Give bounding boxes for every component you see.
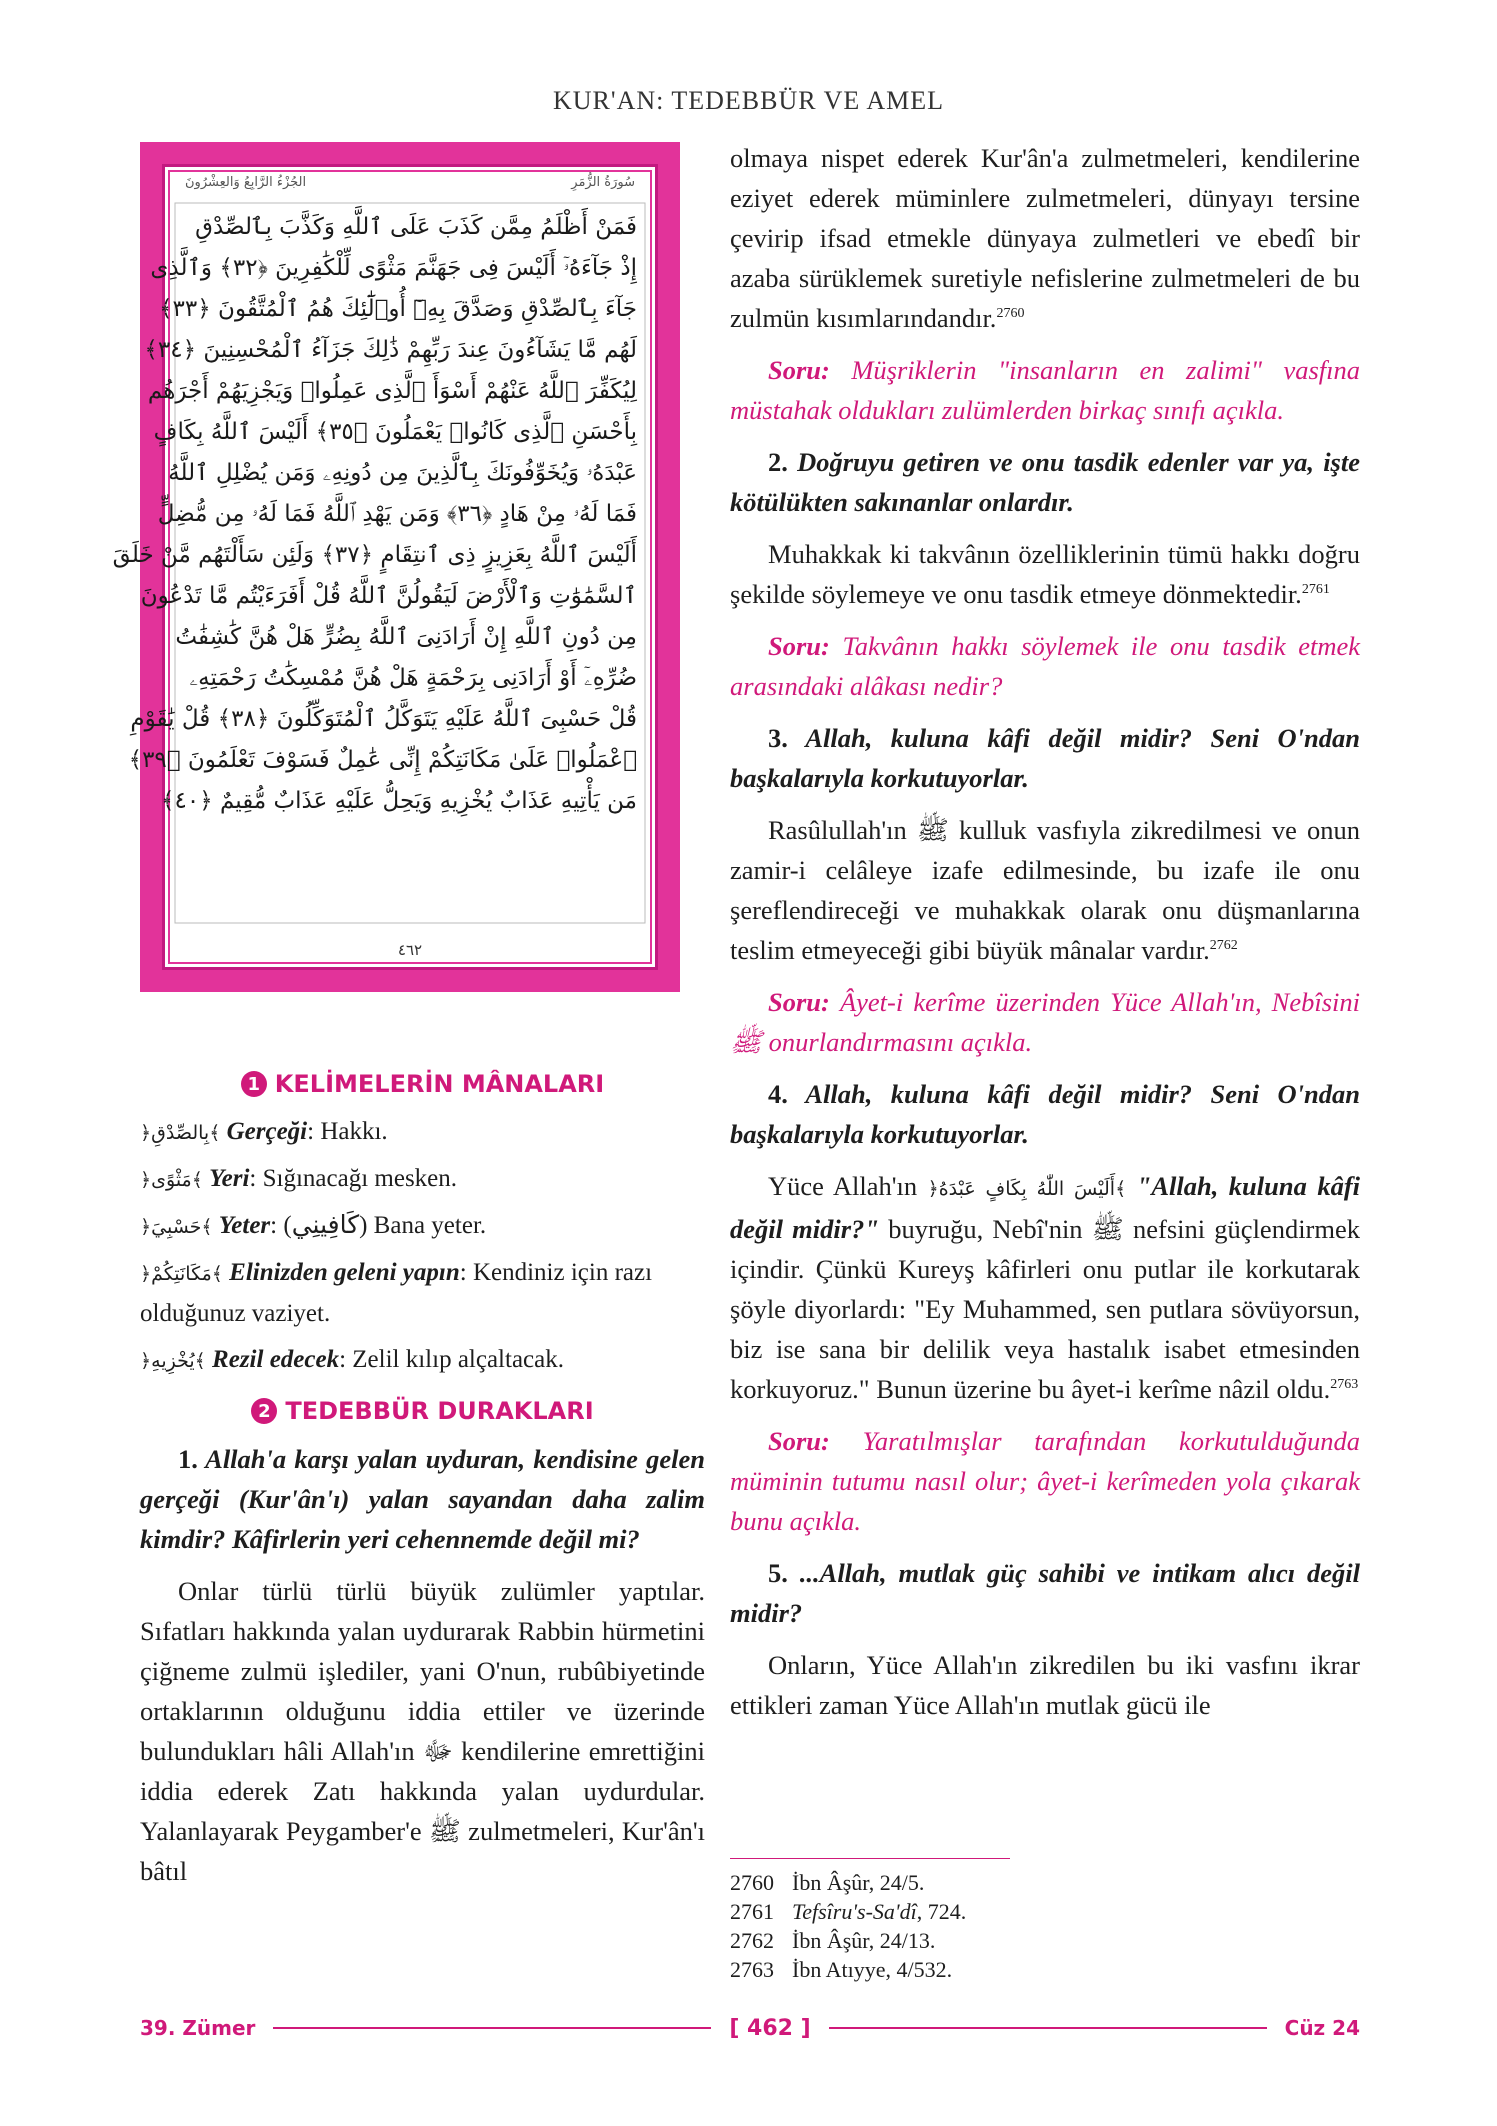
soru-text: Âyet-i kerîme üzerinden Yüce Allah'ın, Nebîsini ﷺ onurlandırmasını açıkla. (730, 987, 1360, 1057)
question-1 (140, 1439, 705, 1559)
soru-2 (730, 626, 1360, 706)
soru-label: Soru: (768, 631, 830, 661)
quran-line: لِيُكَفِّرَ ٱللَّهُ عَنْهُمْ أَسْوَأَ ٱلَّذِى عَمِلُوا۟ وَيَجْزِيَهُمْ أَجْرَهُم (147, 378, 637, 404)
ayah-translation: "Allah, kuluna kâfi değil midir?" (730, 1171, 1361, 1244)
right-column (730, 138, 1360, 1737)
footnotes (730, 1868, 1330, 1984)
quran-text (112, 207, 637, 822)
paragraph-5: Onların, Yüce Allah'ın zikredilen bu iki vasfını ikrar ettikleri zaman Yüce Allah'ın mutlak gücü ile (730, 1650, 1360, 1720)
footnote-text: İbn Âşûr, 24/5. (792, 1870, 925, 1895)
footnote-ref: 2763 (1330, 1377, 1359, 1393)
paragraph-text: olmaya nispet ederek Kur'ân'a zulmetmeleri, kendilerine eziyet ederek müminlere zulmetmeleri, dünyayı tersine çevirip ifsad etmekle dünyaya zulmetleri ve ebedî bir azaba sürüklemek suretiyle nefislerine zulmetmeleri de bu zulmün kısımlarındandır. (730, 143, 1360, 333)
question-number: 3. (768, 723, 788, 753)
footnote-text: İbn Âşûr, 24/13. (792, 1928, 936, 1953)
soru-text: Yaratılmışlar tarafından korkutulduğunda müminin tutumu nasıl olur; âyet-i kerîmeden yola çıkarak bunu açıkla. (730, 1426, 1361, 1536)
section-title: KELİMELERİN MÂNALARI (274, 1070, 605, 1098)
paragraph-4 (730, 1166, 1360, 1409)
question-number: 4. (768, 1079, 788, 1109)
gloss-arabic: ﴿بِالصِّدْقِ﴾ (140, 1122, 221, 1144)
question-text: Allah, kuluna kâfi değil midir? Seni O'ndan başkalarıyla korkutuyorlar. (730, 1079, 1360, 1149)
footnote-number: 2762 (730, 1928, 774, 1953)
section-number-badge: 2 (251, 1398, 277, 1424)
gloss-item (140, 1159, 705, 1200)
question-number: 5. (768, 1558, 788, 1588)
footnote (730, 1955, 1330, 1984)
paragraph-3 (730, 810, 1360, 970)
juz-name: الجُزْءُ الرَّابِعُ وَالعِشْرُونَ (185, 175, 307, 190)
footnote (730, 1926, 1330, 1955)
paragraph-1: Onlar türlü türlü büyük zulümler yaptılar. Sıfatları hakkında yalan uydurarak Rabbin hürmetini çiğneme zulmü işlediler, yani O'nun, rubûbiyetinde ortaklarının olduğunu iddia ettiler ve üzerinde bulundukları hâli Allah'ın ﷻ kendilerine emrettiğini iddia ederek Zatı hakkında yalan uydurdular. Yalanlayarak Peygamber'e ﷺ zulmetmeleri, Kur'ân'ı bâtıl (140, 1576, 706, 1886)
paragraph-text: Yüce Allah'ın (768, 1171, 918, 1201)
quran-line: فَمَا لَهُۥ مِنْ هَادٍ ﴿٣٦﴾ وَمَن يَهْدِ ٱللَّهُ فَمَا لَهُۥ مِن مُّضِلٍّ (157, 501, 637, 527)
question-5 (730, 1553, 1360, 1633)
footer-rule (273, 2027, 711, 2029)
footer-rule (829, 2027, 1267, 2029)
question-3 (730, 718, 1360, 798)
soru-text: Takvânın hakkı söylemek ile onu tasdik etmek arasındaki alâkası nedir? (730, 631, 1361, 701)
page-footer (140, 2008, 1360, 2048)
footnote-text: İbn Atıyye, 4/532. (792, 1957, 953, 1982)
gloss-item (140, 1253, 705, 1334)
gloss-definition: : Hakkı. (307, 1118, 388, 1145)
gloss-arabic: ﴿مَثْوًى﴾ (140, 1169, 203, 1191)
footnote (730, 1897, 1330, 1926)
quran-line: مِن دُونِ ٱللَّهِ إِنْ أَرَادَنِىَ ٱللَّهُ بِضُرٍّ هَلْ هُنَّ كَٰشِفَٰتُ (175, 624, 637, 650)
footnote-number: 2760 (730, 1870, 774, 1895)
soru-3 (730, 982, 1360, 1062)
gloss-term: Rezil edecek (212, 1346, 340, 1373)
quran-line: لَهُم مَّا يَشَآءُونَ عِندَ رَبِّهِمْ ذَٰلِكَ جَزَآءُ ٱلْمُحْسِنِينَ ﴿٣٤﴾ (144, 337, 637, 363)
quran-line: ٱلسَّمَٰوَٰتِ وَٱلْأَرْضَ لَيَقُولُنَّ ٱللَّهُ قُلْ أَفَرَءَيْتُم مَّا تَدْعُونَ (140, 583, 637, 609)
footer-surah: 39. Zümer (140, 2016, 256, 2040)
question-text: Allah, kuluna kâfi değil midir? Seni O'ndan başkalarıyla korkutuyorlar. (730, 723, 1360, 793)
soru-label: Soru: (768, 1426, 830, 1456)
footer-juz: Cüz 24 (1284, 2016, 1360, 2040)
soru-1 (730, 350, 1360, 430)
footnote-ref: 2760 (996, 306, 1025, 322)
gloss-arabic: ﴿يُخْزِيهِ﴾ (140, 1350, 206, 1372)
gloss-definition: : (كَافِينِي) Bana yeter. (270, 1212, 487, 1239)
gloss-item (140, 1340, 705, 1381)
quran-line: مَن يَأْتِيهِ عَذَابٌ يُخْزِيهِ وَيَحِلُّ عَلَيْهِ عَذَابٌ مُّقِيمٌ ﴿٤٠﴾ (160, 788, 637, 814)
footnote-number: 2761 (730, 1899, 774, 1924)
quran-line: ٱعْمَلُوا۟ عَلَىٰ مَكَانَتِكُمْ إِنِّى عَٰمِلٌ فَسَوْفَ تَعْلَمُونَ ﴿٣٩﴾ (128, 747, 637, 773)
section-number-badge: 1 (241, 1071, 267, 1097)
gloss-arabic: ﴿مَكَانَتِكُمْ﴾ (140, 1263, 223, 1285)
quran-line: أَلَيْسَ ٱللَّهُ بِعَزِيزٍ ذِى ٱنتِقَامٍ ﴿٣٧﴾ وَلَئِن سَأَلْتَهُم مَّنْ خَلَقَ (112, 542, 637, 568)
paragraph-text: Muhakkak ki takvânın özelliklerinin tümü hakkı doğru şekilde söylemeye ve onu tasdik etmeye dönmektedir. (730, 539, 1360, 609)
gloss-definition: : Sığınacağı mesken. (249, 1165, 458, 1192)
gloss-item (140, 1112, 705, 1153)
gloss-arabic: ﴿حَسْبِيَ﴾ (140, 1216, 213, 1238)
quran-line: فَمَنْ أَظْلَمُ مِمَّن كَذَبَ عَلَى ٱللَّهِ وَكَذَّبَ بِٱلصِّدْقِ (195, 214, 637, 240)
footnote-ref: 2762 (1209, 938, 1238, 954)
quran-page (112, 164, 658, 970)
section-heading-kelimeler (140, 1070, 705, 1098)
paragraph-2 (730, 534, 1360, 614)
section-heading-tedebbur (140, 1397, 705, 1425)
gloss-definition: : Zelil kılıp alçaltacak. (339, 1346, 564, 1373)
footnote-text: Tefsîru's-Sa'dî (792, 1899, 917, 1924)
surah-name: سُورَةُ الزُّمَرِ (571, 175, 635, 190)
question-text: ...Allah, mutlak güç sahibi ve intikam alıcı değil midir? (730, 1558, 1360, 1628)
question-text: Doğruyu getiren ve onu tasdik edenler var ya, işte kötülükten sakınanlar onlardır. (730, 447, 1360, 517)
section-title: TEDEBBÜR DURAKLARI (285, 1397, 594, 1425)
gloss-term: Yeri (209, 1165, 250, 1192)
question-number: 2. (768, 447, 788, 477)
footnote-number: 2763 (730, 1957, 774, 1982)
soru-label: Soru: (768, 987, 830, 1017)
ayah-quote: ﴿أَلَيْسَ اللّٰهُ بِكَافٍ عَبْدَهُ﴾ (927, 1178, 1127, 1200)
quran-line: عَبْدَهُۥ وَيُخَوِّفُونَكَ بِٱلَّذِينَ مِن دُونِهِۦ وَمَن يُضْلِلِ ٱللَّهُ (168, 460, 637, 486)
quran-page-frame (112, 142, 680, 992)
left-column (140, 1070, 705, 1903)
soru-text: Müşriklerin "insanların en zalimi" vasfına müstahak oldukları zulümlerden birkaç sınıfı açıkla. (730, 355, 1360, 425)
gloss-term: Elinizden geleni yapın (229, 1259, 460, 1286)
quran-line: إِذْ جَآءَهُۥٓ أَلَيْسَ فِى جَهَنَّمَ مَثْوًى لِّلْكَٰفِرِينَ ﴿٣٢﴾ وَٱلَّذِى (150, 255, 637, 281)
quran-line: ضُرِّهِۦٓ أَوْ أَرَادَنِى بِرَحْمَةٍ هَلْ هُنَّ مُمْسِكَٰتُ رَحْمَتِهِۦ (189, 665, 637, 691)
quran-line: بِأَحْسَنِ ٱلَّذِى كَانُوا۟ يَعْمَلُونَ ﴿٣٥﴾ أَلَيْسَ ٱللَّهُ بِكَافٍ (153, 419, 637, 445)
footnote-ref: 2761 (1301, 582, 1330, 598)
footnote-divider (730, 1858, 1010, 1859)
quran-page-head (185, 175, 635, 197)
question-2 (730, 442, 1360, 522)
footnote-text: , 724. (916, 1899, 967, 1924)
question-4 (730, 1074, 1360, 1154)
quran-line: جَآءَ بِٱلصِّدْقِ وَصَدَّقَ بِهِۦٓ أُو۟لَٰٓئِكَ هُمُ ٱلْمُتَّقُونَ ﴿٣٣﴾ (159, 296, 637, 322)
paragraph-text: buyruğu, Nebî'nin ﷺ nefsini güçlendirmek içindir. Çünkü Kureyş kâfirleri onu putlar ile korkutarak şöyle diyorlardı: "Ey Muhammed, sen putlara sövüyorsun, biz ise sana bir delilik veya hastalık isabet etmesinden korkuyoruz." Bunun üzerine bu âyet-i kerîme nâzil oldu. (730, 1214, 1360, 1404)
paragraph-text: Rasûlullah'ın ﷺ kulluk vasfıyla zikredilmesi ve onun zamir-i celâleye izafe edilmesinde, bu izafe ile onu şereflendireceği ve muhakkak olarak onu düşmanlarına teslim etmeyeceği gibi büyük mânalar vardır. (730, 815, 1360, 965)
gloss-definition: : Kendiniz için razı olduğunuz vaziyet. (140, 1259, 653, 1327)
gloss-term: Gerçeği (226, 1118, 308, 1145)
footnote (730, 1868, 1330, 1897)
question-number: 1. (178, 1444, 198, 1474)
quran-page-number: ٤٦٢ (397, 941, 423, 959)
gloss-term: Yeter (218, 1212, 271, 1239)
soru-4 (730, 1421, 1360, 1541)
paragraph-1-cont (730, 138, 1360, 338)
soru-label: Soru: (768, 355, 830, 385)
running-header: KUR'AN: TEDEBBÜR VE AMEL (552, 86, 945, 115)
page-number: [ 462 ] (729, 2015, 811, 2041)
gloss-item (140, 1206, 705, 1247)
quran-line: قُلْ حَسْبِىَ ٱللَّهُ عَلَيْهِ يَتَوَكَّلُ ٱلْمُتَوَكِّلُونَ ﴿٣٨﴾ قُلْ يَٰقَوْمِ (130, 706, 637, 732)
question-text: Allah'a karşı yalan uyduran, kendisine gelen gerçeği (Kur'ân'ı) yalan sayandan daha zalim kimdir? Kâfirlerin yeri cehennemde değil mi? (140, 1444, 705, 1554)
